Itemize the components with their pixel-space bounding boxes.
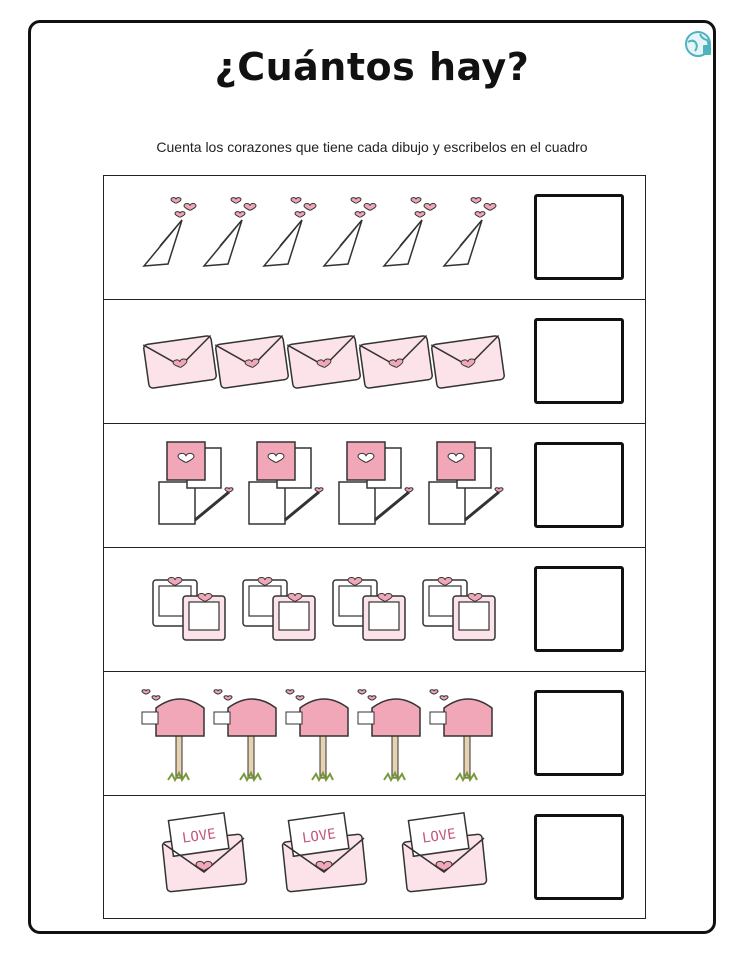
mailbox-icon [142, 690, 204, 780]
love-label: LOVE [301, 826, 337, 847]
paper-plane-icon [264, 198, 316, 266]
love-label: LOVE [181, 826, 217, 847]
love-letter-icon [402, 813, 487, 892]
instruction-text: Cuenta los corazones que tiene cada dibujo y escribelos en el cuadro [156, 139, 588, 155]
page-title: ¿Cuántos hay? [214, 45, 530, 89]
paper-plane-icon [444, 198, 496, 266]
items-area [104, 548, 524, 672]
items-area [104, 424, 524, 548]
row-envelopes [104, 300, 645, 424]
row-notebooks [104, 424, 645, 548]
photo-frames-icon [153, 577, 225, 640]
paper-plane-icon [204, 198, 256, 266]
mailbox-icon [286, 690, 348, 780]
answer-box[interactable] [534, 814, 624, 900]
items-area [104, 176, 524, 300]
love-letter-icon [282, 813, 367, 892]
answer-box[interactable] [534, 566, 624, 652]
envelope-icon [287, 335, 360, 388]
answer-box[interactable] [534, 194, 624, 280]
notebook-pen-icon [339, 442, 413, 524]
row-paper-planes [104, 176, 645, 300]
envelope-icon [431, 335, 504, 388]
paper-plane-icon [384, 198, 436, 266]
row-mailboxes [104, 672, 645, 796]
answer-box[interactable] [534, 690, 624, 776]
answer-box[interactable] [534, 442, 624, 528]
paper-plane-icon [144, 198, 196, 266]
envelope-icon [215, 335, 288, 388]
notebook-pen-icon [159, 442, 233, 524]
answer-box[interactable] [534, 318, 624, 404]
love-letter-icon [162, 813, 247, 892]
counting-grid [103, 175, 646, 919]
love-label: LOVE [421, 826, 457, 847]
items-area [104, 300, 524, 424]
row-love-letters [104, 796, 645, 920]
photo-frames-icon [243, 577, 315, 640]
envelope-icon [359, 335, 432, 388]
mailbox-icon [430, 690, 492, 780]
paper-plane-icon [324, 198, 376, 266]
row-photo-frames [104, 548, 645, 672]
envelope-icon [143, 335, 216, 388]
mailbox-icon [214, 690, 276, 780]
items-area [104, 796, 524, 920]
mailbox-icon [358, 690, 420, 780]
photo-frames-icon [423, 577, 495, 640]
notebook-pen-icon [429, 442, 503, 524]
notebook-pen-icon [249, 442, 323, 524]
items-area [104, 672, 524, 796]
worksheet [28, 20, 716, 934]
photo-frames-icon [333, 577, 405, 640]
